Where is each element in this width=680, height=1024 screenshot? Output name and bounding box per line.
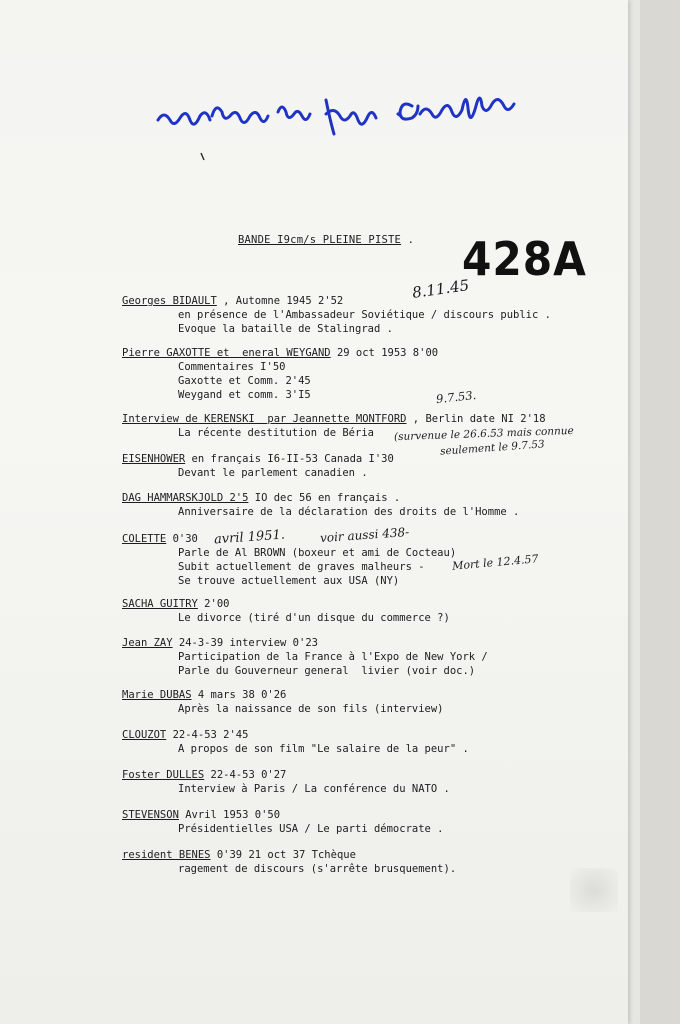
recording-entry: [122, 452, 394, 480]
entry-subject: SACHA GUITRY: [122, 598, 198, 610]
entry-description-line: ragement de discours (s'arrête brusquement).: [178, 863, 457, 875]
entry-subject: Jean ZAY: [122, 637, 173, 649]
entry-heading: [122, 412, 546, 426]
recording-entry: [122, 848, 456, 876]
entry-subject: CLOUZOT: [122, 729, 167, 741]
entry-description-line: La récente destitution de Béria: [178, 427, 374, 439]
entry-subject: resident BENES: [122, 849, 211, 861]
entry-description-line: Parle de Al BROWN (boxeur et ami de Cocteau): [178, 547, 457, 559]
entry-subject: Pierre GAXOTTE et eneral WEYGAND: [122, 347, 331, 359]
entry-details: 4 mars 38 0'26: [191, 689, 287, 701]
tape-title-suffix: .: [401, 234, 415, 246]
recording-entry: [122, 808, 444, 836]
entry-description-line: Gaxotte et Comm. 2'45: [178, 375, 311, 387]
entry-description-line: Se trouve actuellement aux USA (NY): [178, 575, 400, 587]
entry-subject: COLETTE: [122, 533, 167, 545]
handwritten-header: [150, 92, 530, 142]
entry-details: , Automne 1945 2'52: [216, 295, 344, 307]
annotation-beria-2: seulement le 9.7.53: [439, 438, 546, 458]
ink-mark: [200, 152, 206, 162]
entry-description-line: Devant le parlement canadien .: [178, 467, 368, 479]
recording-entry: [122, 688, 444, 716]
handwritten-date: 8.11.45: [411, 276, 471, 302]
entry-heading: [122, 294, 551, 308]
entry-heading: [122, 728, 469, 742]
recording-entry: [122, 346, 438, 402]
entry-heading: [122, 688, 444, 702]
entry-description-line: Subit actuellement de graves malheurs -: [178, 561, 425, 573]
annotation-colette-death: Mort le 12.4.57: [451, 552, 539, 573]
recording-entry: [122, 636, 488, 678]
entry-subject: Foster DULLES: [122, 769, 205, 781]
stamp-number: 428A: [462, 232, 587, 286]
entry-subject: EISENHOWER: [122, 453, 186, 465]
entry-details: en français I6-II-53 Canada I'30: [185, 453, 394, 465]
entry-details: 22-4-53 0'27: [204, 769, 287, 781]
entry-description-line: Le divorce (tiré d'un disque du commerce ?): [178, 612, 450, 624]
entry-description-line: Weygand et comm. 3'I5: [178, 389, 311, 401]
entry-details: , Berlin date NI 2'18: [406, 413, 546, 425]
annotation-colette-date: avril 1951.: [213, 527, 286, 548]
entry-heading: [122, 848, 456, 862]
entry-details: IO dec 56 en français .: [248, 492, 401, 504]
entry-subject: STEVENSON: [122, 809, 179, 821]
recording-entry: [122, 294, 551, 336]
entry-heading: [122, 768, 450, 782]
entry-heading: [122, 491, 519, 505]
entry-description-line: Après la naissance de son fils (interview): [178, 703, 444, 715]
entry-heading: [122, 452, 394, 466]
entry-description-line: Parle du Gouverneur general livier (voir doc.): [178, 665, 476, 677]
recording-entry: [122, 491, 519, 519]
recording-entry: [122, 532, 456, 588]
entry-description-line: Anniversaire de la déclaration des droits de l'Homme .: [178, 506, 520, 518]
recording-entry: [122, 597, 450, 625]
entry-details: 22-4-53 2'45: [166, 729, 249, 741]
entry-subject: Georges BIDAULT: [122, 295, 217, 307]
entry-details: 24-3-39 interview 0'23: [172, 637, 318, 649]
recording-entry: [122, 768, 450, 796]
entry-description-line: Participation de la France à l'Expo de New York /: [178, 651, 488, 663]
entry-description-line: Commentaires I'50: [178, 361, 286, 373]
entry-details: 29 oct 1953 8'00: [330, 347, 439, 359]
recording-entry: [122, 728, 469, 756]
entry-description-line: Interview à Paris / La conférence du NATO .: [178, 783, 450, 795]
entry-details: 2'00: [197, 598, 230, 610]
entry-description-line: Présidentielles USA / Le parti démocrate .: [178, 823, 444, 835]
tape-title-text: BANDE I9cm/s PLEINE PISTE: [238, 234, 402, 246]
entry-details: 0'39 21 oct 37 Tchèque: [210, 849, 356, 861]
entry-details: Avril 1953 0'50: [178, 809, 281, 821]
entry-heading: [122, 346, 438, 360]
annotation-kerenski-date: 9.7.53.: [435, 387, 477, 407]
annotation-colette-ref: voir aussi 438-: [319, 524, 410, 546]
entry-heading: [122, 808, 444, 822]
paper-scuff: [570, 868, 618, 912]
entry-heading: [122, 597, 450, 611]
tape-title: [238, 234, 414, 246]
entry-subject: Interview de KERENSKI par Jeannette MONTFORD: [122, 413, 407, 425]
entry-description-line: Evoque la bataille de Stalingrad .: [178, 323, 393, 335]
entry-details: 0'30: [166, 533, 198, 545]
entry-description-line: en présence de l'Ambassadeur Soviétique / discours public .: [178, 309, 551, 321]
annotation-beria-1: (survenue le 26.6.53 mais connue: [393, 424, 574, 444]
entry-subject: DAG HAMMARSKJOLD 2'5: [122, 492, 249, 504]
entry-heading: [122, 636, 488, 650]
entry-subject: Marie DUBAS: [122, 689, 192, 701]
entry-description-line: A propos de son film "Le salaire de la peur" .: [178, 743, 469, 755]
